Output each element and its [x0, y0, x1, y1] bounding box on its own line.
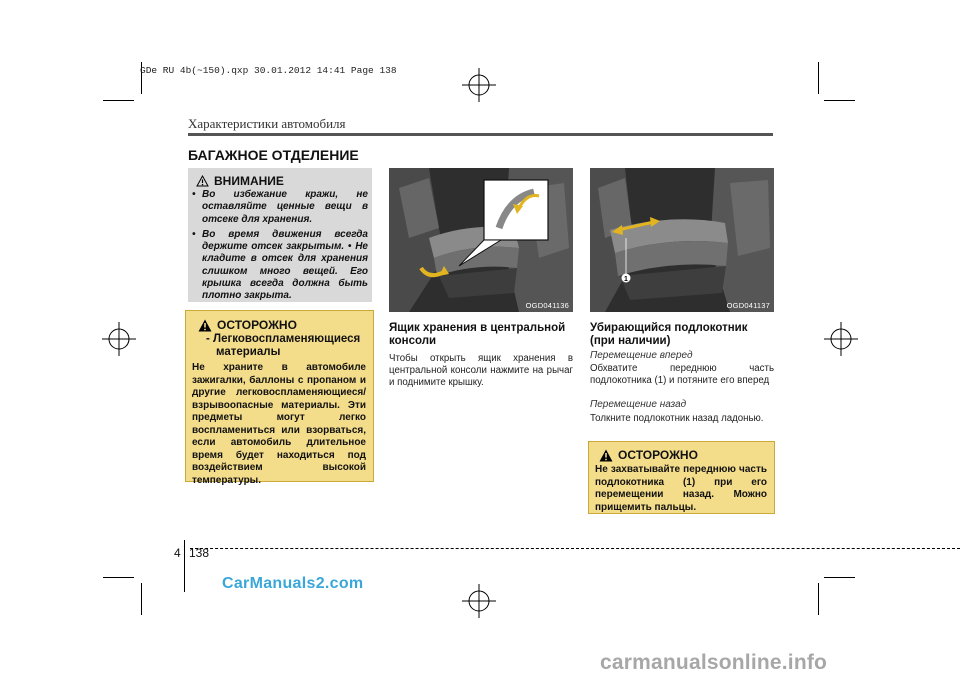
notice-list: [192, 189, 368, 303]
console-photo: [389, 168, 573, 312]
warning-title: ОСТОРОЖНО: [618, 448, 698, 462]
chapter-number: 4: [174, 546, 181, 560]
console-heading: Ящик хранения в центральной консоли: [389, 322, 566, 347]
warning-subtitle-line: - Легковоспламеняющиеся: [206, 333, 361, 345]
console-body: Чтобы открыть ящик хранения в центральной консоли нажмите на рычаг и поднимите крышку.: [389, 353, 573, 388]
page-number: 138: [189, 546, 210, 560]
warning-subtitle-line: материалы: [216, 346, 281, 358]
armrest-subheading-back: Перемещение назад: [590, 399, 687, 410]
warning-triangle-icon: [196, 175, 209, 187]
warning-triangle-icon: [599, 449, 613, 462]
armrest-illustration: [590, 168, 774, 312]
warning-box-flammable: [185, 310, 374, 486]
bullet-icon: •: [192, 228, 196, 240]
armrest-body-back: Толкните подлокотник назад ладонью.: [590, 413, 764, 424]
armrest-heading: Убирающийся подлокотник (при наличии): [590, 322, 748, 347]
callout-number: 1: [624, 276, 628, 283]
bullet-icon: •: [192, 189, 196, 200]
warning-header: [599, 448, 698, 462]
warning-header: [198, 318, 297, 332]
notice-item: [192, 229, 368, 303]
footer-rule: [190, 548, 960, 549]
warning-body: Не захватывайте переднюю часть подлокотника (1) при его перемещении назад. Можно прищемить пальцы.: [595, 464, 767, 513]
armrest-section: [590, 322, 774, 425]
notice-item-text: Во время движения всегда держите отсек закрытым. • Не кладите в отсек для хранения слишком много вещей. Его крышка всегда должна быть плотно закрыта.: [202, 228, 368, 302]
armrest-body-forward: Обхватите переднюю часть подлокотника (1) и потяните его вперед: [590, 363, 774, 386]
file-header: GDe RU 4b(~150).qxp 30.01.2012 14:41 Page 138: [140, 65, 397, 76]
armrest-subheading-forward: Перемещение вперед: [590, 350, 693, 361]
armrest-photo: [590, 168, 774, 312]
console-illustration: [389, 168, 573, 312]
warning-subtitle: [206, 333, 360, 359]
notice-header: [196, 174, 284, 188]
notice-item: [192, 189, 368, 226]
section-title: Характеристики автомобиля: [188, 116, 346, 131]
page-heading: БАГАЖНОЕ ОТДЕЛЕНИЕ: [188, 147, 359, 163]
notice-item-text: Во избежание кражи, не оставляйте ценные вещи в отсеке для хранения.: [202, 189, 368, 225]
warning-title: ОСТОРОЖНО: [217, 318, 297, 332]
notice-box: [188, 168, 372, 302]
footer-divider: [184, 540, 185, 592]
watermark-bottom[interactable]: carmanualsonline.info: [600, 651, 828, 674]
notice-title: ВНИМАНИЕ: [214, 174, 284, 188]
warning-triangle-icon: [198, 319, 212, 332]
watermark-top[interactable]: CarManuals2.com: [222, 575, 364, 592]
photo-code: OGD041137: [726, 301, 770, 310]
warning-box-armrest: [588, 441, 775, 514]
console-section: [389, 322, 573, 389]
title-rule: [188, 133, 773, 136]
warning-body: Не храните в автомобиле зажигалки, баллоны с пропаном и другие легковоспламеняющиеся/взрывоопасные материалы. Эти предметы могут легко воспламениться или взорваться, если автомобиль длительное время будет находиться под воздействием высокой температуры.: [192, 362, 366, 486]
photo-code: OGD041136: [525, 301, 569, 310]
